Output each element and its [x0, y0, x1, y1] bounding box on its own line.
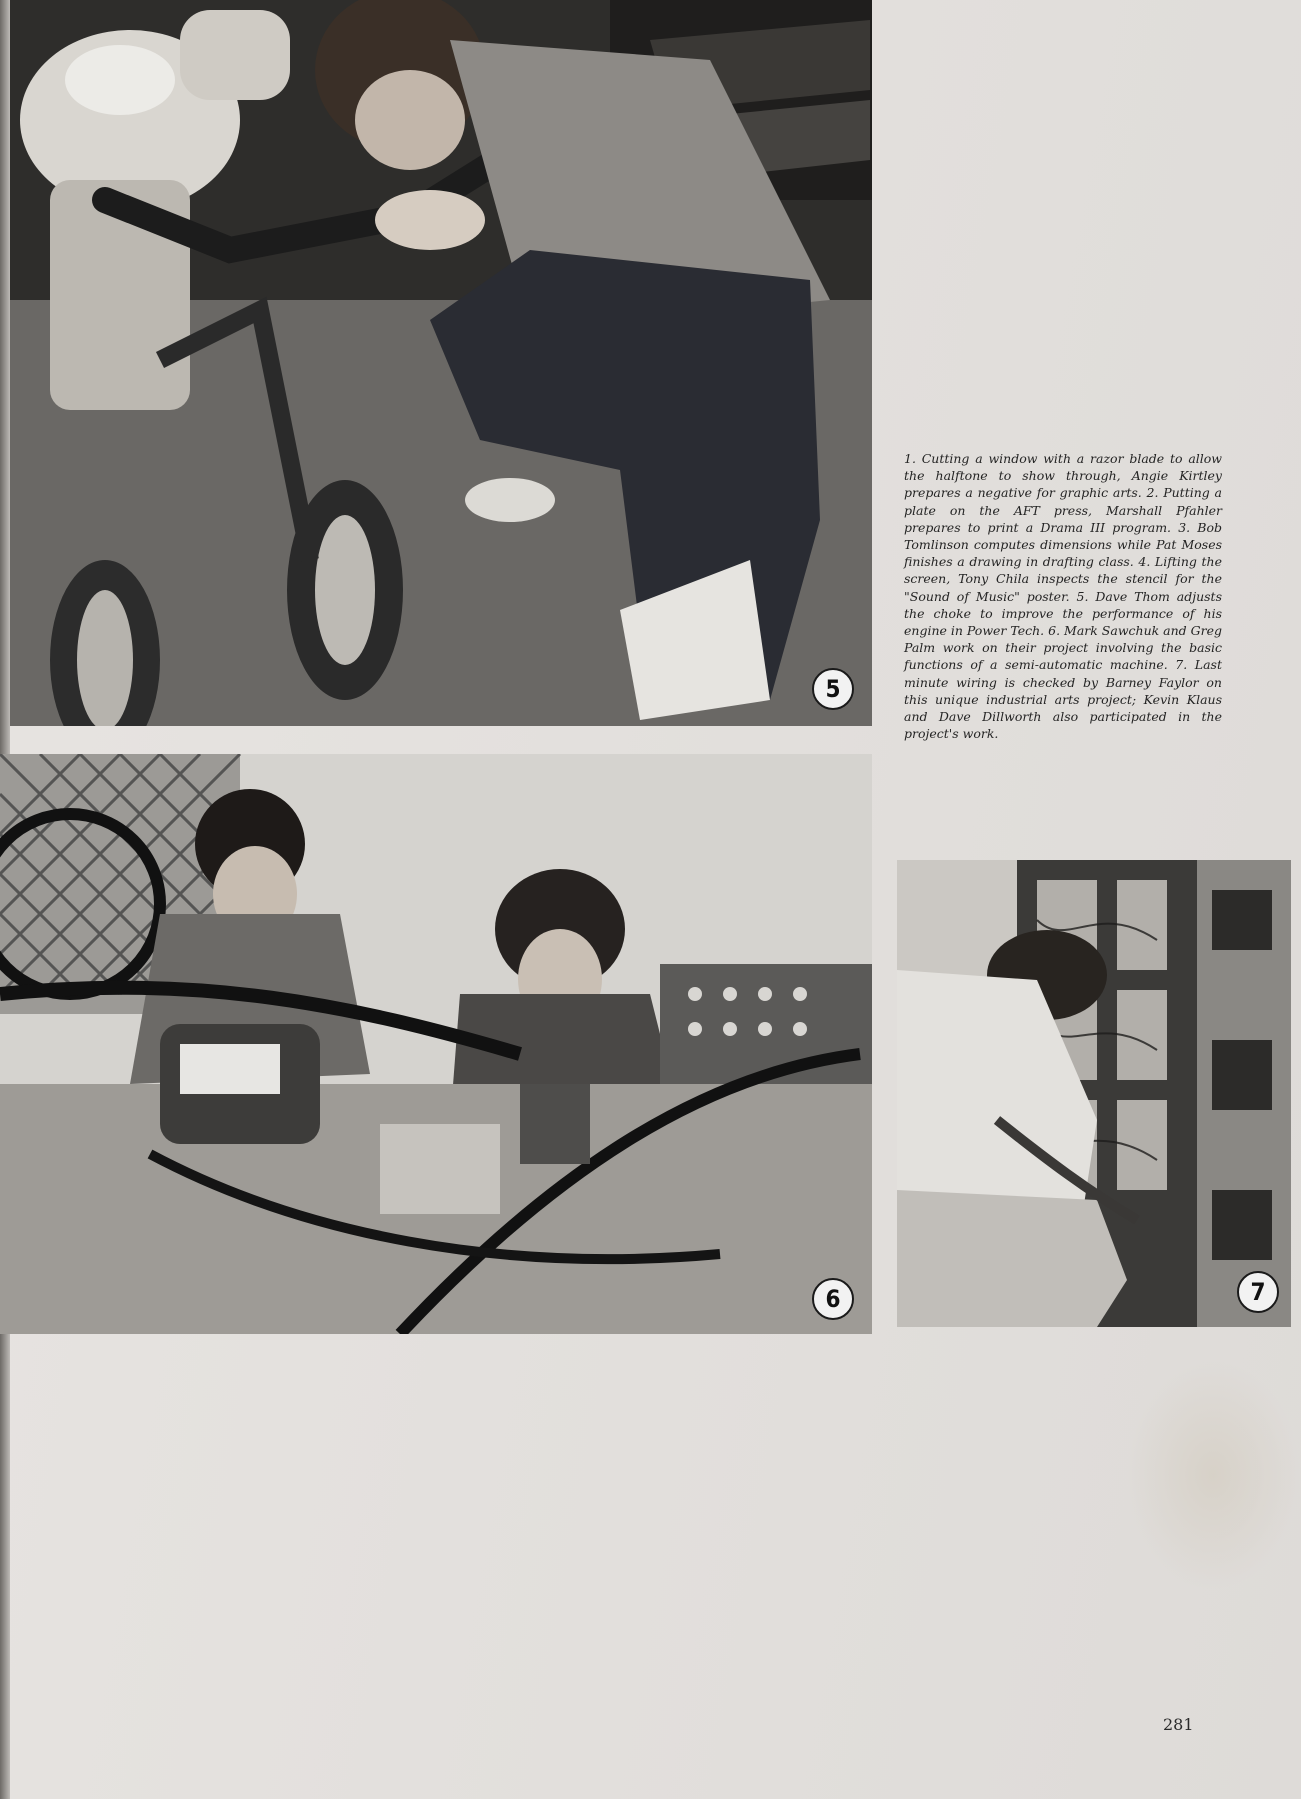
- page-number: 281: [1163, 1715, 1194, 1734]
- photo-5-number-badge: 5: [812, 668, 854, 710]
- photo-7-image: [897, 860, 1291, 1327]
- photo-5-image: [10, 0, 872, 726]
- photo-6-semi-automatic-machine: [0, 754, 872, 1334]
- photo-7-number-badge: 7: [1237, 1271, 1279, 1313]
- photo-captions: 1. Cutting a window with a razor blade to allow the halftone to show through, Angie Kirtley prepares a negative for graphic arts. 2. Putting a plate on the AFT press, Marshall Pfahler prepares to print a Drama III program. 3. Bob Tomlinson computes dimensions while Pat Moses finishes a drawing in drafting class. 4. Lifting the screen, Tony Chila inspects the stencil for the "Sound of Music" poster. 5. Dave Thom adjusts the choke to improve the performance of his engine in Power Tech. 6. Mark Sawchuk and Greg Palm work on their project involving the basic functions of a semi-automatic machine. 7. Last minute wiring is checked by Barney Faylor on this unique industrial arts project; Kevin Klaus and Dave Dillworth also participated in the project's work.: [904, 451, 1223, 742]
- photo-5-engine-adjustment: [10, 0, 872, 726]
- photo-6-image: [0, 754, 872, 1334]
- page-stain: [1125, 1360, 1301, 1590]
- photo-7-wiring-check: [897, 860, 1291, 1327]
- photo-6-number-badge: 6: [812, 1278, 854, 1320]
